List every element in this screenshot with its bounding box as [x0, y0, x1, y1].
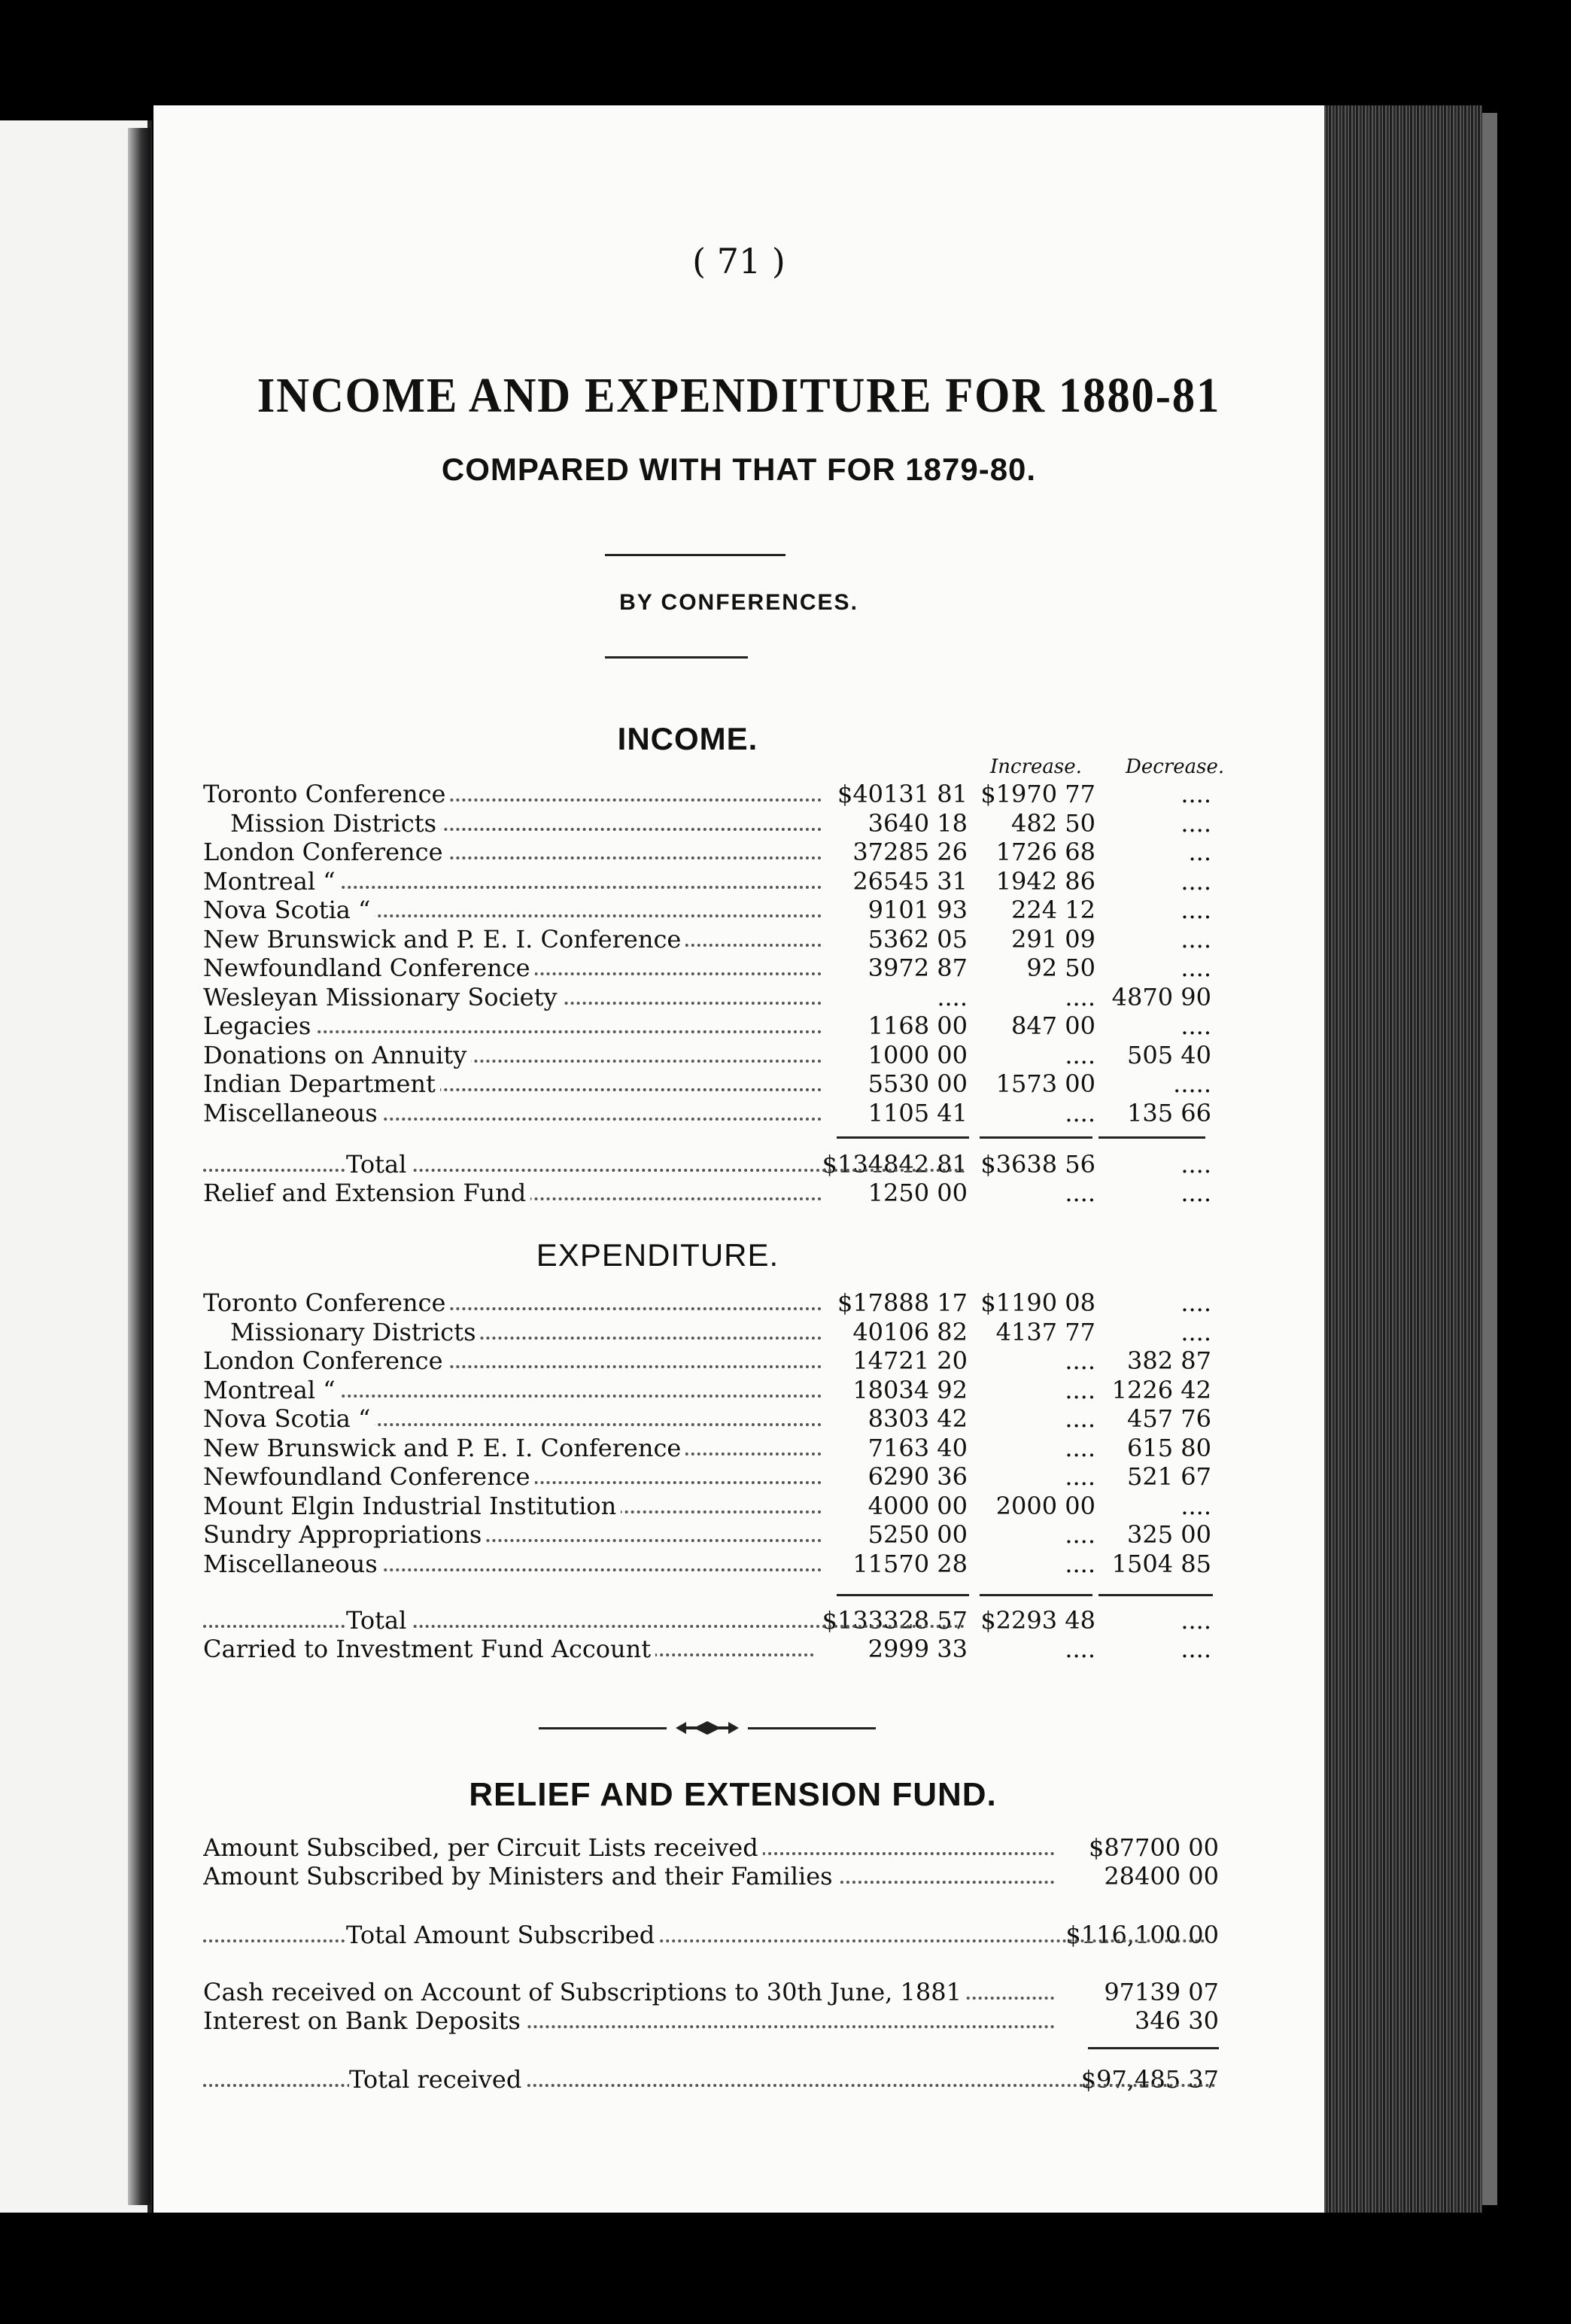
expenditure-total-increase: $2293 48	[980, 1606, 1095, 1635]
expenditure-amount: 11570 28	[852, 1549, 968, 1578]
income-total-amount: $134842 81	[822, 1150, 968, 1179]
income-row	[203, 1069, 1219, 1098]
income-decrease: ....	[1181, 954, 1211, 982]
relief-cash-amount: 97139 07	[1104, 1978, 1219, 2006]
relief-amount: $87700 00	[1088, 1833, 1219, 1862]
expenditure-amount: 18034 92	[852, 1375, 968, 1404]
sum-rule	[1088, 2047, 1219, 2049]
divider	[605, 656, 748, 659]
income-row	[203, 1099, 1219, 1127]
income-amount: 3640 18	[868, 808, 968, 838]
page-edges-outer	[1482, 113, 1497, 2205]
income-decrease: ....	[1181, 780, 1211, 808]
income-row	[203, 1011, 1219, 1040]
page-title: INCOME AND EXPENDITURE FOR 1880-81	[257, 368, 1221, 423]
expenditure-label: Nova Scotia “	[203, 1404, 375, 1433]
relief-total-received-row	[203, 2065, 1219, 2094]
expenditure-label: Montreal “	[203, 1376, 340, 1404]
income-row	[203, 983, 1219, 1011]
income-total-decrease: ....	[1181, 1150, 1211, 1179]
decrease-column-header: Decrease.	[1126, 756, 1225, 778]
income-increase: $1970 77	[980, 780, 1095, 808]
income-label: Wesleyan Missionary Society	[203, 983, 562, 1011]
expenditure-label: London Conference	[203, 1346, 448, 1375]
income-row	[203, 954, 1219, 982]
expenditure-increase: ....	[1065, 1433, 1095, 1462]
relief-row	[203, 1862, 1219, 1891]
expenditure-carried-label: Carried to Investment Fund Account	[203, 1635, 655, 1663]
relief-cash-row	[203, 1978, 1219, 2006]
expenditure-carried-amount: 2999 33	[868, 1635, 968, 1663]
income-amount: 1000 00	[868, 1040, 968, 1069]
expenditure-total-amount: $133328 57	[822, 1606, 968, 1635]
expenditure-label: New Brunswick and P. E. I. Conference	[203, 1434, 685, 1462]
expenditure-increase: 4137 77	[995, 1317, 1095, 1346]
expenditure-decrease: 1226 42	[1111, 1375, 1211, 1404]
income-relief-row	[203, 1179, 1219, 1207]
expenditure-row	[203, 1288, 1219, 1317]
income-heading: INCOME.	[617, 721, 758, 756]
relief-label: Amount Subscibed, per Circuit Lists received	[203, 1833, 763, 1862]
income-amount: $40131 81	[837, 780, 968, 808]
sum-rule	[980, 1136, 1092, 1139]
expenditure-row	[203, 1550, 1219, 1578]
income-increase: 92 50	[1026, 954, 1095, 982]
income-increase: 482 50	[1011, 808, 1095, 838]
ornament-divider	[539, 1719, 876, 1737]
expenditure-amount: 40106 82	[852, 1317, 968, 1346]
income-relief-decrease: ....	[1181, 1179, 1211, 1207]
income-decrease: ....	[1181, 808, 1211, 838]
income-row	[203, 1041, 1219, 1069]
income-label: Toronto Conference	[203, 780, 450, 808]
expenditure-heading: EXPENDITURE.	[536, 1237, 779, 1273]
sum-rule	[1098, 1136, 1205, 1139]
expenditure-amount: 5250 00	[868, 1520, 968, 1549]
income-label: Newfoundland Conference	[203, 954, 535, 982]
expenditure-label: Newfoundland Conference	[203, 1462, 535, 1491]
expenditure-label: Sundry Appropriations	[203, 1520, 486, 1549]
relief-total-subscribed-label: Total Amount Subscribed	[346, 1921, 659, 1949]
section-label: BY CONFERENCES.	[619, 590, 858, 615]
expenditure-amount: 4000 00	[868, 1491, 968, 1520]
book-gutter	[128, 128, 150, 2205]
expenditure-decrease: ....	[1181, 1491, 1211, 1520]
expenditure-decrease: 457 76	[1127, 1404, 1211, 1433]
relief-amount: 28400 00	[1104, 1862, 1219, 1891]
sum-rule	[1098, 1594, 1213, 1596]
income-decrease: ....	[1181, 866, 1211, 896]
income-total-label: Total	[346, 1150, 411, 1179]
expenditure-increase: 2000 00	[995, 1491, 1095, 1520]
expenditure-decrease: ....	[1181, 1288, 1211, 1317]
expenditure-decrease: 382 87	[1127, 1346, 1211, 1375]
expenditure-decrease: ....	[1181, 1317, 1211, 1346]
expenditure-amount: $17888 17	[837, 1288, 968, 1317]
income-total-row	[203, 1150, 1219, 1179]
relief-label: Amount Subscribed by Ministers and their Families	[203, 1862, 837, 1891]
income-label: Legacies	[203, 1011, 315, 1040]
relief-interest-row	[203, 2006, 1219, 2035]
income-decrease: 505 40	[1127, 1040, 1211, 1069]
expenditure-increase: $1190 08	[980, 1288, 1095, 1317]
expenditure-increase: ....	[1065, 1404, 1095, 1433]
income-label: Nova Scotia “	[203, 896, 375, 924]
expenditure-total-decrease: ....	[1181, 1606, 1211, 1635]
relief-total-received-amount: $97,485 37	[1080, 2065, 1219, 2094]
increase-column-header: Increase.	[990, 756, 1082, 778]
expenditure-amount: 8303 42	[868, 1404, 968, 1433]
income-label: Miscellaneous	[203, 1099, 382, 1127]
relief-total-subscribed-row	[203, 1921, 1219, 1949]
income-decrease: ....	[1181, 896, 1211, 924]
income-label: Donations on Annuity	[203, 1041, 471, 1069]
expenditure-row	[203, 1404, 1219, 1433]
income-row	[203, 780, 1219, 808]
expenditure-decrease: 521 67	[1127, 1462, 1211, 1491]
relief-cash-label: Cash received on Account of Subscriptions to 30th June, 1881	[203, 1978, 966, 2006]
income-relief-amount: 1250 00	[868, 1179, 968, 1207]
expenditure-amount: 6290 36	[868, 1462, 968, 1491]
expenditure-carried-decrease: ....	[1181, 1635, 1211, 1663]
sum-rule	[837, 1136, 969, 1139]
income-label: London Conference	[203, 838, 448, 866]
expenditure-amount: 7163 40	[868, 1433, 968, 1462]
income-row	[203, 925, 1219, 954]
expenditure-increase: ....	[1065, 1549, 1095, 1578]
income-amount: 1105 41	[868, 1098, 968, 1127]
income-increase: 224 12	[1011, 896, 1095, 924]
page-subtitle: COMPARED WITH THAT FOR 1879-80.	[441, 452, 1037, 487]
expenditure-row	[203, 1520, 1219, 1549]
income-increase: ....	[1065, 1098, 1095, 1127]
income-amount: 5362 05	[868, 924, 968, 954]
income-increase: 1726 68	[995, 838, 1095, 866]
income-increase: ....	[1065, 982, 1095, 1011]
income-row	[203, 867, 1219, 896]
expenditure-label: Miscellaneous	[203, 1550, 382, 1578]
expenditure-label: Missionary Districts	[203, 1318, 480, 1346]
expenditure-row	[203, 1434, 1219, 1462]
income-row	[203, 838, 1219, 866]
income-decrease: ...	[1188, 838, 1211, 866]
relief-fund-heading: RELIEF AND EXTENSION FUND.	[469, 1776, 997, 1813]
expenditure-amount: 14721 20	[852, 1346, 968, 1375]
expenditure-decrease: 615 80	[1127, 1433, 1211, 1462]
income-relief-label: Relief and Extension Fund	[203, 1179, 530, 1207]
sum-rule	[980, 1594, 1092, 1596]
income-amount: 26545 31	[852, 866, 968, 896]
expenditure-total-row	[203, 1606, 1219, 1635]
expenditure-row	[203, 1346, 1219, 1375]
income-amount: 9101 93	[868, 896, 968, 924]
expenditure-row	[203, 1492, 1219, 1520]
income-row	[203, 809, 1219, 838]
relief-interest-amount: 346 30	[1135, 2006, 1219, 2035]
relief-interest-label: Interest on Bank Deposits	[203, 2006, 525, 2035]
income-label: New Brunswick and P. E. I. Conference	[203, 925, 685, 954]
income-increase: 847 00	[1011, 1011, 1095, 1040]
expenditure-increase: ....	[1065, 1462, 1095, 1491]
income-increase: 1942 86	[995, 866, 1095, 896]
expenditure-decrease: 1504 85	[1111, 1549, 1211, 1578]
income-total-increase: $3638 56	[980, 1150, 1095, 1179]
relief-row	[203, 1833, 1219, 1862]
relief-total-received-label: Total received	[349, 2065, 526, 2094]
expenditure-row	[203, 1318, 1219, 1346]
expenditure-row	[203, 1462, 1219, 1491]
income-label: Indian Department	[203, 1069, 440, 1098]
income-amount: ....	[937, 982, 968, 1011]
income-increase: 1573 00	[995, 1069, 1095, 1098]
expenditure-total-label: Total	[346, 1606, 411, 1635]
expenditure-decrease: 325 00	[1127, 1520, 1211, 1549]
income-amount: 5530 00	[868, 1069, 968, 1098]
income-decrease: 135 66	[1127, 1098, 1211, 1127]
income-increase: 291 09	[1011, 924, 1095, 954]
income-decrease: 4870 90	[1111, 982, 1211, 1011]
expenditure-carried-row	[203, 1635, 1219, 1663]
income-amount: 3972 87	[868, 954, 968, 982]
income-decrease: ....	[1181, 1011, 1211, 1040]
expenditure-label: Toronto Conference	[203, 1288, 450, 1317]
expenditure-row	[203, 1376, 1219, 1404]
expenditure-increase: ....	[1065, 1520, 1095, 1549]
income-relief-increase: ....	[1065, 1179, 1095, 1207]
income-label: Mission Districts	[203, 809, 441, 838]
sum-rule	[837, 1594, 969, 1596]
divider	[605, 554, 786, 556]
income-decrease: .....	[1173, 1069, 1211, 1098]
expenditure-increase: ....	[1065, 1375, 1095, 1404]
expenditure-carried-increase: ....	[1065, 1635, 1095, 1663]
income-row	[203, 896, 1219, 924]
page-number: ( 71 )	[692, 241, 786, 281]
page-edges	[1324, 105, 1482, 2213]
income-amount: 1168 00	[868, 1011, 968, 1040]
income-label: Montreal “	[203, 867, 340, 896]
income-amount: 37285 26	[852, 838, 968, 866]
income-decrease: ....	[1181, 924, 1211, 954]
expenditure-increase: ....	[1065, 1346, 1095, 1375]
income-increase: ....	[1065, 1040, 1095, 1069]
relief-total-subscribed-amount: $116,100 00	[1065, 1921, 1219, 1949]
expenditure-label: Mount Elgin Industrial Institution	[203, 1492, 621, 1520]
